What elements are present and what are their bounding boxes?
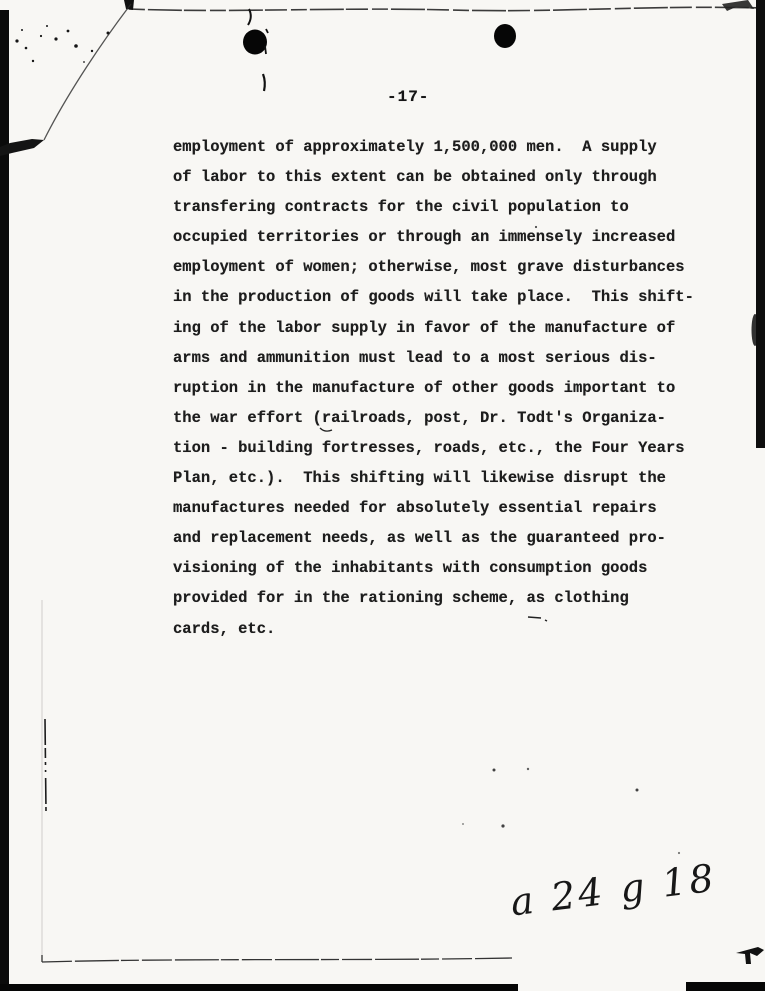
text-line: provided for in the rationing scheme, as clothing [173, 589, 629, 608]
left-edge-shadow [0, 10, 9, 991]
text-line: tion - building fortresses, roads, etc., the Four Years [173, 438, 685, 457]
punch-fleck-right [265, 29, 268, 54]
bottom-right-flag-mark [736, 947, 764, 964]
text-line: of labor to this extent can be obtained only through [173, 168, 657, 187]
punch-fleck-above [248, 9, 251, 25]
text-line: occupied territories or through an immensely increased [173, 228, 676, 247]
corner-fold-wedge [0, 139, 44, 156]
hole-punch-left [243, 30, 267, 55]
text-line: employment of approximately 1,500,000 men. A supply [173, 138, 657, 156]
text-line: arms and ammunition must lead to a most serious dis- [173, 348, 657, 367]
punch-fleck-below [263, 74, 265, 91]
text-line: the war effort (railroads, post, Dr. Todt's Organiza- [173, 408, 666, 427]
top-edge-line [129, 7, 765, 10]
text-line: manufactures needed for absolutely essential repairs [173, 499, 657, 518]
right-edge-shadow [756, 0, 765, 448]
text-line: ing of the labor supply in favor of the manufacture of [173, 318, 676, 337]
text-line: in the production of goods will take place. This shift- [173, 288, 694, 307]
right-edge-bump [752, 314, 759, 346]
text-line: ruption in the manufacture of other goods important to [173, 378, 676, 397]
scratch-mark-left [45, 719, 46, 811]
hole-punch-right [494, 24, 516, 48]
text-line: cards, etc. [173, 619, 276, 638]
top-edge-tick [124, 0, 134, 10]
typed-paragraph [173, 132, 703, 644]
text-line: Plan, etc.). This shifting will likewise disrupt the [173, 469, 666, 488]
speckles-top-left [15, 25, 109, 63]
handwritten-annotation: a 24 g 18 [508, 855, 719, 925]
bottom-edge-line [42, 955, 512, 962]
text-line: employment of women; otherwise, most grave disturbances [173, 258, 685, 277]
page-number: -17- [387, 88, 430, 106]
bottom-edge-bar-left [0, 984, 518, 991]
corner-fold-line [44, 4, 131, 140]
text-line: transfering contracts for the civil population to [173, 198, 629, 217]
text-line: and replacement needs, as well as the guaranteed pro- [173, 529, 666, 548]
text-line: visioning of the inhabitants with consumption goods [173, 559, 648, 578]
bottom-edge-bar-right [686, 982, 765, 991]
top-right-smudge [722, 0, 754, 11]
